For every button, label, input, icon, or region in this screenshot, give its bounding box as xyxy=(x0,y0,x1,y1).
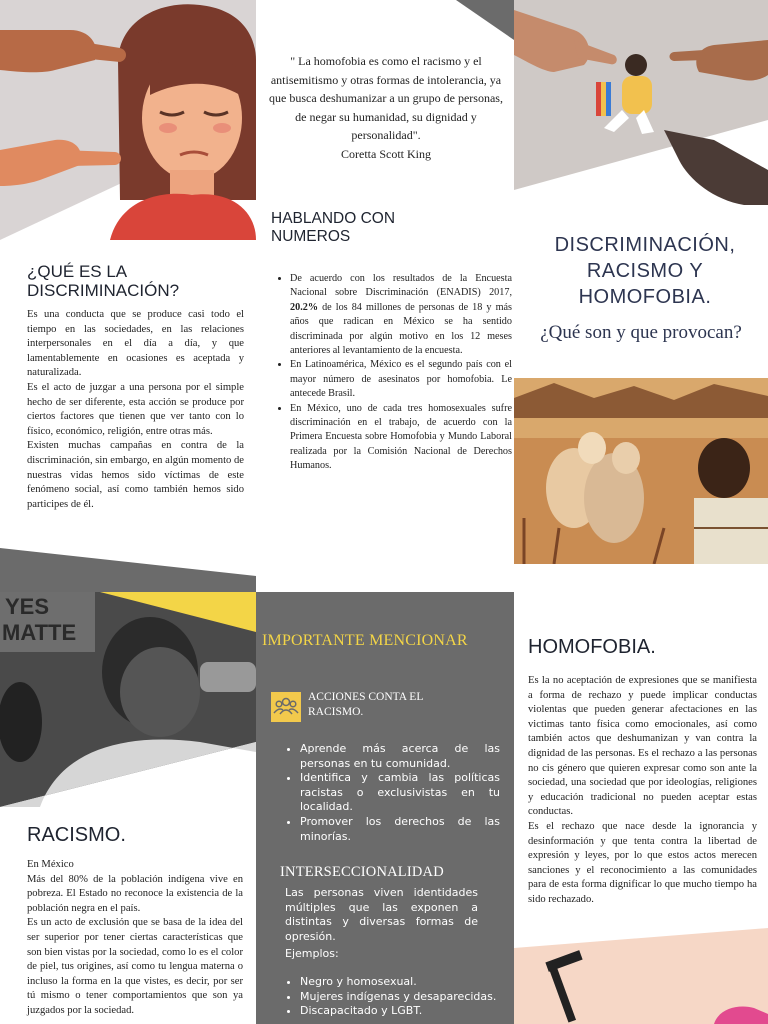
cover-title: DISCRIMINACIÓN, RACISMO Y HOMOFOBIA. xyxy=(554,234,736,308)
racism-paragraph: En México xyxy=(27,859,74,870)
decorative-band xyxy=(0,548,256,592)
decorative-corner xyxy=(256,0,514,40)
list-item: • Negro y homosexual. xyxy=(300,975,500,990)
racism-body xyxy=(27,858,243,1019)
list-item: • Discapacitado y LGBT. xyxy=(300,1004,500,1019)
examples-label: Ejemplos: xyxy=(285,947,339,960)
intersectionality-heading: INTERSECCIONALIDAD xyxy=(280,864,444,880)
svg-text:MATTE: MATTE xyxy=(2,620,77,645)
quote-block xyxy=(266,52,506,164)
discrimination-panel xyxy=(0,0,256,592)
vintage-crowd-illustration xyxy=(514,378,768,564)
cover-subtitle: ¿Qué son y que provocan? xyxy=(540,322,742,343)
list-item: • Identifica y cambia las políticas racistas o exclusivistas en tu localidad. xyxy=(300,771,500,815)
racism-paragraph: Es un acto de exclusión que se basa de la idea del ser superior por tener ciertas características que son bien vistas por la sociedad, como lo es el color de piel, tus origines, así como tu lengua materna o incluso la forma en la que vistes, es decir, por ser tú mismo o tener comportamientos que son ya juzgados por la sociedad. xyxy=(27,917,243,1016)
discrimination-paragraph: Es una conducta que se produce casi todo el tiempo en las sociedades, en las relaciones interpersonales en el día a día, y que lamentablemente en ocasiones es aceptada y naturalizada. xyxy=(27,309,244,379)
examples-list xyxy=(284,975,500,1019)
list-item: • Promover los derechos de las minorías. xyxy=(300,815,500,844)
racism-heading: RACISMO. xyxy=(27,824,126,846)
discrimination-body xyxy=(27,308,244,512)
discrimination-paragraph: Es el acto de juzgar a una persona por el simple hecho de ser diferente, esta acción se produce por ciertos factores que tienen que ver tanto con lo físico, económico, religión, entre otras más. xyxy=(27,381,244,437)
sad-woman-illustration xyxy=(0,0,256,240)
homophobia-body xyxy=(528,674,757,908)
actions-title: ACCIONES CONTA EL RACISMO. xyxy=(308,691,423,718)
list-item: • Aprende más acerca de las personas en tu comunidad. xyxy=(300,742,500,771)
important-heading: IMPORTANTE MENCIONAR xyxy=(262,632,468,649)
group-icon xyxy=(271,692,301,722)
quote-panel xyxy=(256,0,514,592)
quote-text: " La homofobia es como el racismo y el antisemitismo y otras formas de intolerancia, ya que busca deshumanizar a un grupo de personas, de negar su humanidad, su dignidad y personalidad". xyxy=(269,54,503,143)
discrimination-heading: ¿QUÉ ES LA DISCRIMINACIÓN? xyxy=(27,262,180,300)
intersectionality-text: Las personas viven identidades múltiples que las exponen a distintas y diversas formas de opresión. xyxy=(285,886,478,943)
highlight-stat: 20.2% xyxy=(290,301,319,313)
numbers-heading: HABLANDO CON NUMEROS xyxy=(271,210,396,245)
protest-illustration xyxy=(514,928,768,1024)
cover-panel xyxy=(514,0,768,592)
list-item: • De acuerdo con los resultados de la Encuesta Nacional sobre Discriminación (ENADIS) 2017, 20.2% de los 84 millones de personas de 18 y más años que radican en México se ha sentido discriminada por algún motivo en los 12 meses anteriores al levantamiento de la encuesta. xyxy=(290,272,512,358)
important-panel xyxy=(256,592,514,1024)
list-item: • Mujeres indígenas y desaparecidas. xyxy=(300,990,500,1005)
homophobia-panel xyxy=(514,592,768,1024)
cover-illustration-bg xyxy=(514,0,768,205)
homophobia-paragraph: Es la no aceptación de expresiones que se manifiesta a forma de rechazo y puede implicar conductas violentas que pueden generar afectaciones en las victimas tanto física como emocionales, así como también actos que deshumanizan y van contra la dignidad de las personas. Es el rechazo a las personas no cis género que quieren expresar como son ante la sociedad, una sociedad que por ideologías, religiones y educación tradicional no pueden aceptar estas conductas. xyxy=(528,675,757,818)
actions-list xyxy=(284,742,500,844)
numbers-list xyxy=(270,272,512,474)
protest-sign-text: YES xyxy=(5,594,50,619)
racism-paragraph: Más del 80% de la población indígena vive en pobreza. El Estado no reconoce la existencia de la población negra en el país. xyxy=(27,873,243,914)
quote-author: Coretta Scott King xyxy=(341,146,431,161)
homophobia-heading: HOMOFOBIA. xyxy=(528,636,656,658)
list-item: • En México, uno de cada tres homosexuales sufre discriminación en el trabajo, de acuerdo con la Primera Encuesta sobre Homofobia y Mundo Laboral realizada por la Comisión Nacional de Derechos Humanos. xyxy=(290,402,512,474)
pointing-hands-illustration xyxy=(514,0,768,205)
homophobia-paragraph: Es el rechazo que nace desde la ignorancia y desinformación y que tenta contra la libertad de expresión y leyes, por lo que estos actos merecen sanciones y el reconocimiento a las comunidades para de esta forma dignificar lo que mucho tiempo ha sido rechazado. xyxy=(528,820,757,905)
list-item: • En Latinoamérica, México es el segundo país con el mayor número de asesinatos por homofobia. Le antecede Brasil. xyxy=(290,358,512,401)
discrimination-paragraph: Existen muchas campañas en contra de la discriminación, sin embargo, en algún momento de nuestras vidas hemos sido víctimas de este fenómeno social, así como también hemos sido participes de él. xyxy=(27,440,244,510)
racism-panel xyxy=(0,592,256,1024)
protest-photo xyxy=(0,592,256,832)
